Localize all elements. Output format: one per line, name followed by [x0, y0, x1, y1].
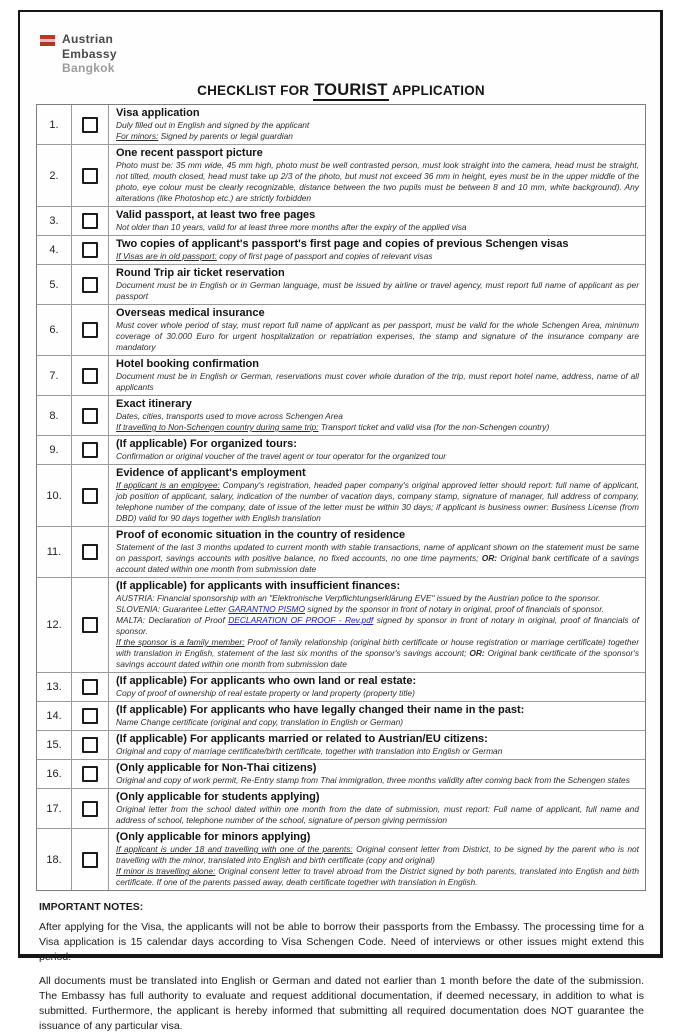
row-content [109, 207, 645, 235]
description-text: MALTA: Declaration of Proof [116, 615, 229, 625]
title-prefix: CHECKLIST FOR [197, 83, 314, 98]
title-suffix: APPLICATION [388, 83, 485, 98]
row-description-line [116, 131, 639, 142]
row-number: 4. [37, 236, 72, 264]
row-description-line [116, 804, 639, 826]
page-frame [18, 10, 663, 1032]
row-checkbox-cell [72, 356, 109, 395]
row-content [109, 702, 645, 730]
row-number: 7. [37, 356, 72, 395]
row-number: 16. [37, 760, 72, 788]
row-number: 10. [37, 465, 72, 526]
row-number: 17. [37, 789, 72, 828]
row-checkbox-cell [72, 578, 109, 672]
row-checkbox[interactable] [82, 168, 98, 184]
row-title: Proof of economic situation in the country of residence [116, 529, 406, 541]
description-text: If Visas are in old passport: [116, 251, 217, 261]
checklist-row [37, 145, 645, 207]
checklist-table [36, 104, 646, 891]
row-number: 13. [37, 673, 72, 701]
row-description-line [116, 688, 639, 699]
checklist-row [37, 305, 645, 356]
row-number: 11. [37, 527, 72, 577]
description-text: Proof of family relationship (original birth certificate or house registration or marriage certificate) together with translation in English, statement of the last six months of the sponsor's savings account; [116, 637, 640, 658]
checklist-row [37, 789, 645, 829]
description-text: For minors: [116, 131, 159, 141]
description-text: Document must be in English or in German language, must be issued by airline or travel agency, must report full name of applicant as per passport [116, 280, 639, 301]
row-checkbox[interactable] [82, 322, 98, 338]
description-text: Copy of proof of ownership of real estate property or land property (property title) [116, 688, 415, 698]
description-text: If the sponsor is a family member: [116, 637, 245, 647]
checklist-row [37, 236, 645, 265]
row-checkbox-cell [72, 236, 109, 264]
row-description-line [116, 422, 639, 433]
important-notes [36, 901, 646, 1034]
row-content [109, 265, 645, 304]
row-checkbox[interactable] [82, 213, 98, 229]
row-description-line [116, 717, 639, 728]
row-content [109, 145, 645, 206]
row-checkbox[interactable] [82, 368, 98, 384]
row-content [109, 527, 645, 577]
row-checkbox-cell [72, 731, 109, 759]
row-checkbox[interactable] [82, 242, 98, 258]
row-checkbox[interactable] [82, 408, 98, 424]
row-checkbox[interactable] [82, 737, 98, 753]
description-text: AUSTRIA: Financial sponsorship with an "Elektronische Verpflichtungserklärung EVE" issued by the Austrian police to the sponsor. [116, 593, 601, 603]
checklist-row [37, 265, 645, 305]
description-text: signed by the sponsor in front of notary in original, proof of financials of sponsor. [304, 604, 605, 614]
checklist-row [37, 702, 645, 731]
row-description-line [116, 371, 639, 393]
row-number: 5. [37, 265, 72, 304]
row-content [109, 105, 645, 144]
checklist-row [37, 207, 645, 236]
row-description-line [116, 480, 639, 524]
description-text: Transport ticket and valid visa (for the non-Schengen country) [318, 422, 550, 432]
notes-heading: IMPORTANT NOTES: [39, 901, 144, 913]
row-content [109, 236, 645, 264]
description-text: If applicant is under 18 and travelling with one of the parents: [116, 844, 353, 854]
description-text: Photo must be: 35 mm wide, 45 mm high, photo must be well contrasted person, must look straight into the camera, head must be straight, not tilted, mouth closed, head must take up 2/3 of the photo, but must not exceed 36 mm in height, eyes must be in the upper middle of the photo, eye colour must be clearly recognizable, distance between the two pupils must be between 8 and 10 mm, white background). Any alterations (like Photoshop etc.) are strictly forbidden [116, 160, 639, 203]
row-checkbox[interactable] [82, 801, 98, 817]
description-text: Original bank certificate of the sponsor's savings account dated within one month from submission date [116, 648, 640, 669]
description-text: Signed by parents or legal guardian [158, 131, 293, 141]
row-checkbox-cell [72, 145, 109, 206]
description-text: Company's registration, headed paper company's original approved letter should report: full name of applicant, job position of applicant, salary, indication of the number of vacation days, company stamp, signature of manager, full address of company, telephone number of the company, date of issue of the letter must be within 30 days; if applicant is business owner: Business License (from DBD) valid for 90 days together with English translation [116, 480, 639, 523]
row-title: Evidence of applicant's employment [116, 467, 306, 479]
checklist-row [37, 465, 645, 527]
row-description-line [116, 615, 639, 637]
notes-paragraph-2: All documents must be translated into English or German and dated not earlier than 1 month before the date of the submission. The Embassy has full authority to evaluate and request additional documentation, if deemed necessary, in addition to what is submitted. Furthermore, the applicant is hereby informed that submitting all required documentation does NOT guarantee the issuance of any particular visa. [39, 975, 644, 1032]
row-content [109, 305, 645, 355]
description-text: Duly filled out in English and signed by the applicant [116, 120, 310, 130]
checklist-row [37, 105, 645, 145]
description-text: OR: [481, 553, 498, 563]
description-text: If applicant is an employee: [116, 480, 220, 490]
description-text: Statement of the last 3 months updated to current month with stable transactions, name of applicant shown on the statement must be same on passport, savings accounts with positive balance, no fixed accounts, no one time payments; [116, 542, 639, 563]
document-link[interactable]: GARANTNO PISMO [228, 604, 305, 614]
row-checkbox[interactable] [82, 766, 98, 782]
row-number: 9. [37, 436, 72, 464]
description-text: Original bank certificate of a savings account dated within one month from submission date [116, 553, 640, 574]
row-title: (If applicable) for applicants with insufficient finances: [116, 580, 401, 592]
checklist-row [37, 527, 645, 578]
row-checkbox[interactable] [82, 852, 98, 868]
row-description-line [116, 280, 639, 302]
row-checkbox-cell [72, 207, 109, 235]
row-description-line [116, 160, 639, 204]
row-title: Two copies of applicant's passport's first page and copies of previous Schengen visas [116, 238, 569, 250]
row-number: 18. [37, 829, 72, 890]
logo-line-bangkok: Bangkok [62, 61, 115, 75]
row-description-line [116, 775, 639, 786]
row-description-line [116, 411, 639, 422]
row-content [109, 789, 645, 828]
notes-paragraph-1: After applying for the Visa, the applicants will not be able to borrow their passports from the Embassy. The processing time for a Visa application is 15 calendar days according to Visa Schengen Code. Need of interviews or other issues might extend this period. [39, 921, 644, 963]
description-text: Not older than 10 years, valid for at least three more months after the expiry of the applied visa [116, 222, 467, 232]
description-text: Name Change certificate (original and copy, translation in English or German) [116, 717, 404, 727]
row-checkbox[interactable] [82, 442, 98, 458]
row-content [109, 465, 645, 526]
row-description-line [116, 604, 639, 615]
row-title: (If applicable) For organized tours: [116, 438, 297, 450]
row-content [109, 673, 645, 701]
row-checkbox[interactable] [82, 277, 98, 293]
title-highlight: TOURIST [314, 81, 388, 99]
description-text: Original and copy of marriage certificate/birth certificate, together with translation into English or German [116, 746, 503, 756]
header [36, 24, 646, 104]
row-description-line [116, 844, 639, 866]
row-title: One recent passport picture [116, 147, 263, 159]
row-checkbox-cell [72, 760, 109, 788]
row-checkbox-cell [72, 673, 109, 701]
row-description-line [116, 637, 639, 670]
row-checkbox-cell [72, 265, 109, 304]
checklist-row [37, 829, 645, 890]
row-checkbox[interactable] [82, 488, 98, 504]
row-checkbox-cell [72, 702, 109, 730]
row-content [109, 396, 645, 435]
row-checkbox[interactable] [82, 544, 98, 560]
row-description-line [116, 120, 639, 131]
row-title: (If applicable) For applicants married or related to Austrian/EU citizens: [116, 733, 488, 745]
row-description-line [116, 451, 639, 462]
description-text: OR: [469, 648, 485, 658]
row-content [109, 578, 645, 672]
row-checkbox[interactable] [82, 708, 98, 724]
description-text: Must cover whole period of stay, must report full name of applicant as per passport, must be valid for the whole Schengen Area, minimum coverage of 30.000 Euro for urgent hospitalization or repatriation expenses, the stamp and signature of the insurance company are mandatory [116, 320, 639, 352]
row-title: (If applicable) For applicants who have legally changed their name in the past: [116, 704, 525, 716]
row-description-line [116, 222, 639, 233]
row-checkbox[interactable] [82, 617, 98, 633]
embassy-logo [36, 24, 646, 76]
description-text: Document must be in English or German, reservations must cover whole duration of the trip, must report hotel name, address, name of all applicants [116, 371, 639, 392]
row-checkbox-cell [72, 105, 109, 144]
row-number: 14. [37, 702, 72, 730]
row-description-line [116, 251, 639, 262]
row-description-line [116, 542, 639, 575]
row-content [109, 829, 645, 890]
description-text: SLOVENIA: Guarantee Letter [116, 604, 229, 614]
row-checkbox-cell [72, 436, 109, 464]
description-text: Confirmation or original voucher of the travel agent or tour operator for the organized tour [116, 451, 447, 461]
row-title: Visa application [116, 107, 200, 119]
row-checkbox-cell [72, 789, 109, 828]
austrian-flag-icon [40, 35, 55, 46]
row-title: (Only applicable for minors applying) [116, 831, 311, 843]
row-checkbox-cell [72, 305, 109, 355]
row-content [109, 436, 645, 464]
row-content [109, 731, 645, 759]
checklist-row [37, 731, 645, 760]
row-title: Valid passport, at least two free pages [116, 209, 316, 221]
row-number: 6. [37, 305, 72, 355]
row-checkbox-cell [72, 465, 109, 526]
row-checkbox-cell [72, 527, 109, 577]
checklist-row [37, 578, 645, 673]
row-title: Exact itinerary [116, 398, 192, 410]
logo-line-embassy: Embassy [62, 46, 117, 61]
description-text: Dates, cities, transports used to move across Schengen Area [116, 411, 343, 421]
row-checkbox-cell [72, 829, 109, 890]
checklist-row [37, 356, 645, 396]
row-title: Hotel booking confirmation [116, 358, 259, 370]
row-checkbox[interactable] [82, 117, 98, 133]
row-number: 12. [37, 578, 72, 672]
description-text: Original and copy of work permit, Re-Entry stamp from Thai immigration, three months validity after coming back from the Schengen states [116, 775, 630, 785]
row-title: (Only applicable for students applying) [116, 791, 320, 803]
document-link[interactable]: DECLARATION OF PROOF - Rev.pdf [228, 615, 374, 625]
row-checkbox-cell [72, 396, 109, 435]
row-content [109, 760, 645, 788]
row-number: 1. [37, 105, 72, 144]
description-text: signed by sponsor in front of notary in original, proof of financials of sponsor. [116, 615, 639, 636]
row-number: 3. [37, 207, 72, 235]
row-title: (Only applicable for Non-Thai citizens) [116, 762, 317, 774]
row-title: (If applicable) For applicants who own land or real estate: [116, 675, 417, 687]
description-text: If minor is travelling alone: [116, 866, 216, 876]
checklist-row [37, 436, 645, 465]
row-description-line [116, 320, 639, 353]
checklist-row [37, 673, 645, 702]
row-description-line [116, 593, 639, 604]
description-text: copy of first page of passport and copies of relevant visas [216, 251, 433, 261]
row-number: 15. [37, 731, 72, 759]
row-content [109, 356, 645, 395]
checklist-row [37, 396, 645, 436]
checklist-row [37, 760, 645, 789]
description-text: Original consent letter from District, to be signed by the parent who is not travelling with the minor, translated into English and birth certificate (copy and original) [116, 844, 639, 865]
row-description-line [116, 866, 639, 888]
logo-line-austrian: Austrian [62, 32, 114, 46]
row-description-line [116, 746, 639, 757]
row-number: 8. [37, 396, 72, 435]
page-title [36, 81, 646, 100]
description-text: If travelling to Non-Schengen country during same trip: [116, 422, 319, 432]
description-text: Original consent letter to travel abroad from the District signed by both parents, translated into English and birth certificate. If one of the parents passed away, death certificate together with translation in English. [116, 866, 639, 887]
row-title: Overseas medical insurance [116, 307, 265, 319]
row-title: Round Trip air ticket reservation [116, 267, 285, 279]
row-checkbox[interactable] [82, 679, 98, 695]
logo-text [62, 32, 117, 76]
row-number: 2. [37, 145, 72, 206]
description-text: Original letter from the school dated within one month from the date of submission, must report: Full name of applicant, full name and address of school, telephone number of the school, signature of person giving permission [116, 804, 639, 825]
